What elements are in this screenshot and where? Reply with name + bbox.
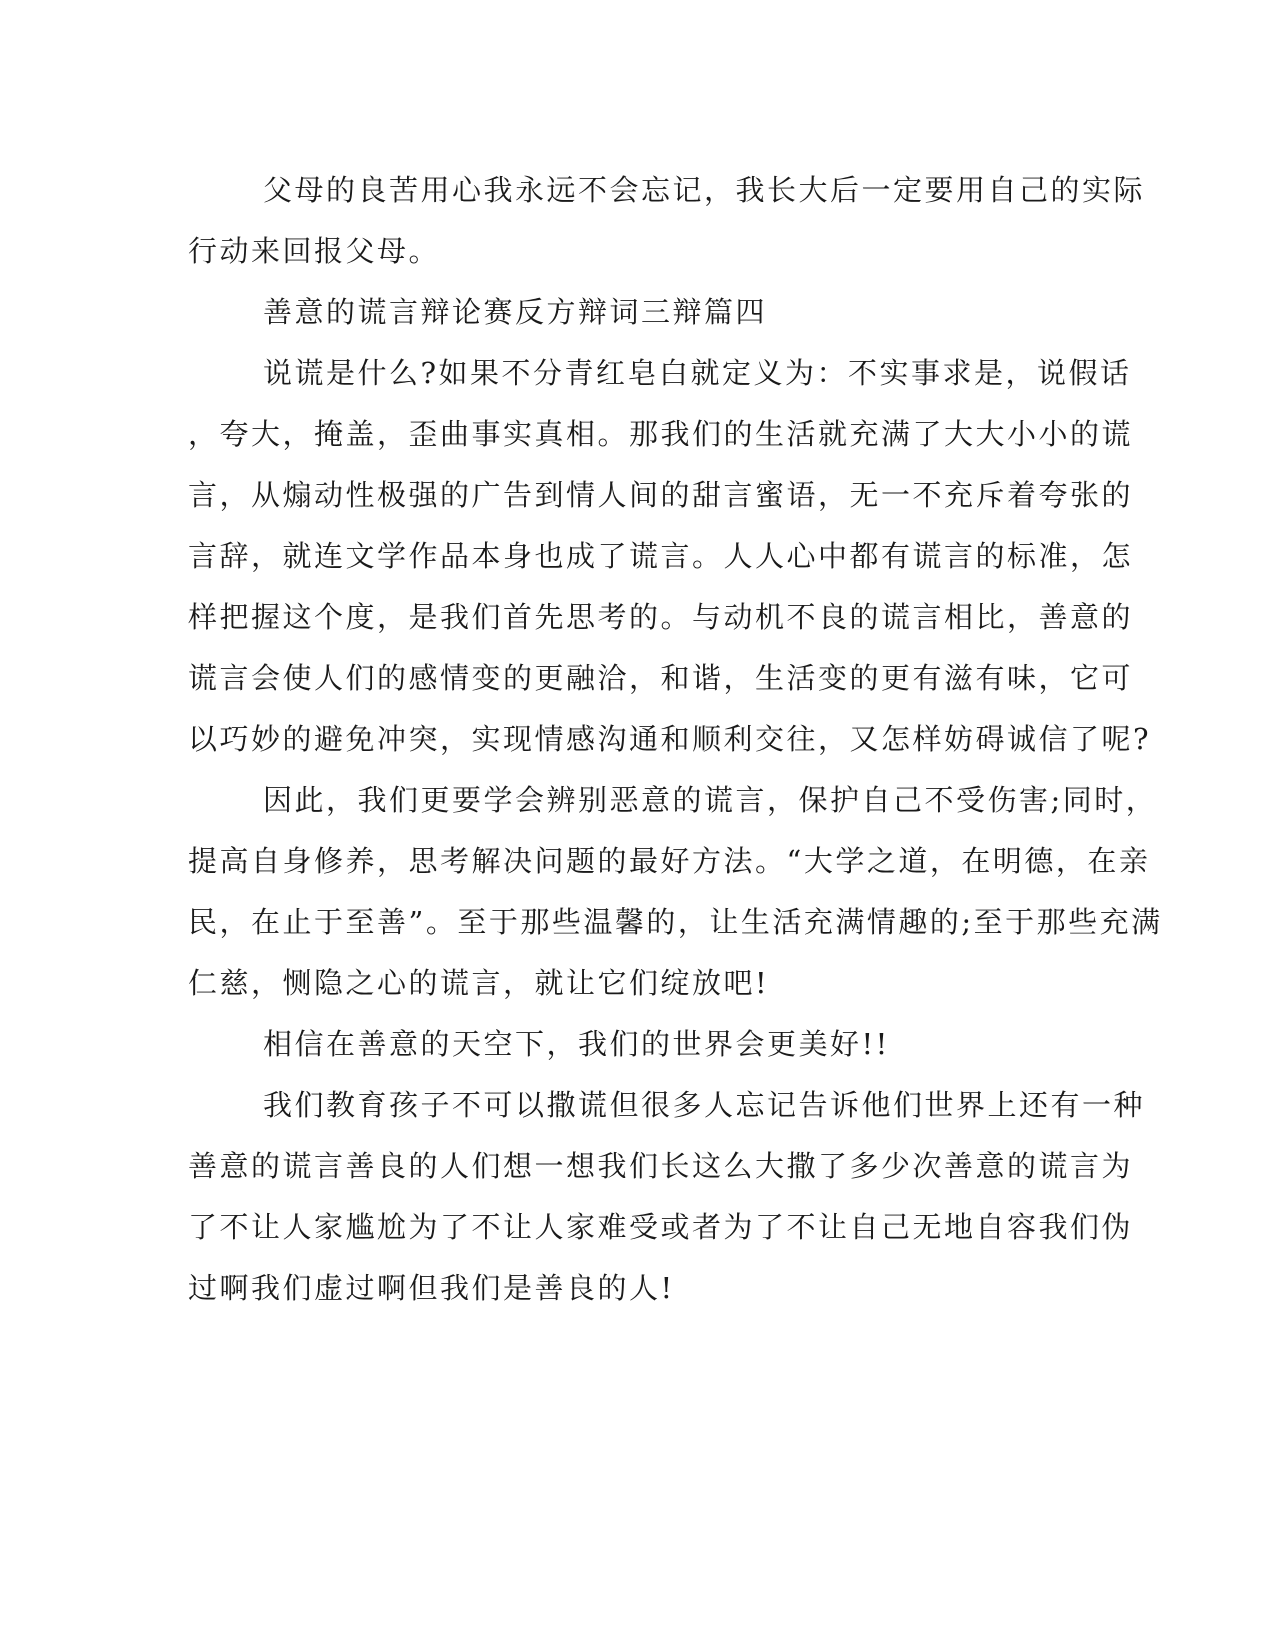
text-line: ，夸大，掩盖，歪曲事实真相。那我们的生活就充满了大大小小的谎 <box>188 417 1134 451</box>
text-line: 言，从煽动性极强的广告到情人间的甜言蜜语，无一不充斥着夸张的 <box>188 478 1134 512</box>
text-line: 以巧妙的避免冲突，实现情感沟通和顺利交往，又怎样妨碍诚信了呢? <box>188 722 1152 756</box>
text-line: 相信在善意的天空下，我们的世界会更美好!! <box>263 1027 890 1061</box>
text-line: 我们教育孩子不可以撒谎但很多人忘记告诉他们世界上还有一种 <box>263 1088 1146 1122</box>
text-line: 样把握这个度，是我们首先思考的。与动机不良的谎言相比，善意的 <box>188 600 1134 634</box>
text-line: 谎言会使人们的感情变的更融洽，和谐，生活变的更有滋有味，它可 <box>188 661 1134 695</box>
text-line: 提高自身修养，思考解决问题的最好方法。“大学之道，在明德，在亲 <box>188 844 1151 878</box>
text-line: 民，在止于至善”。至于那些温馨的，让生活充满情趣的;至于那些充满 <box>188 905 1163 939</box>
text-line: 行动来回报父母。 <box>188 234 441 268</box>
text-line: 了不让人家尴尬为了不让人家难受或者为了不让自己无地自容我们伪 <box>188 1210 1134 1244</box>
section-heading: 善意的谎言辩论赛反方辩词三辩篇四 <box>263 295 768 329</box>
text-line: 因此，我们更要学会辨别恶意的谎言，保护自己不受伤害;同时， <box>263 783 1158 817</box>
text-line: 说谎是什么?如果不分青红皂白就定义为：不实事求是，说假话 <box>263 356 1132 390</box>
text-line: 善意的谎言善良的人们想一想我们长这么大撒了多少次善意的谎言为 <box>188 1149 1134 1183</box>
text-line: 过啊我们虚过啊但我们是善良的人! <box>188 1271 675 1305</box>
document-body <box>188 160 1163 1319</box>
text-line: 父母的良苦用心我永远不会忘记，我长大后一定要用自己的实际 <box>263 173 1146 207</box>
text-line: 言辞，就连文学作品本身也成了谎言。人人心中都有谎言的标准，怎 <box>188 539 1134 573</box>
text-line: 仁慈，恻隐之心的谎言，就让它们绽放吧! <box>188 966 770 1000</box>
